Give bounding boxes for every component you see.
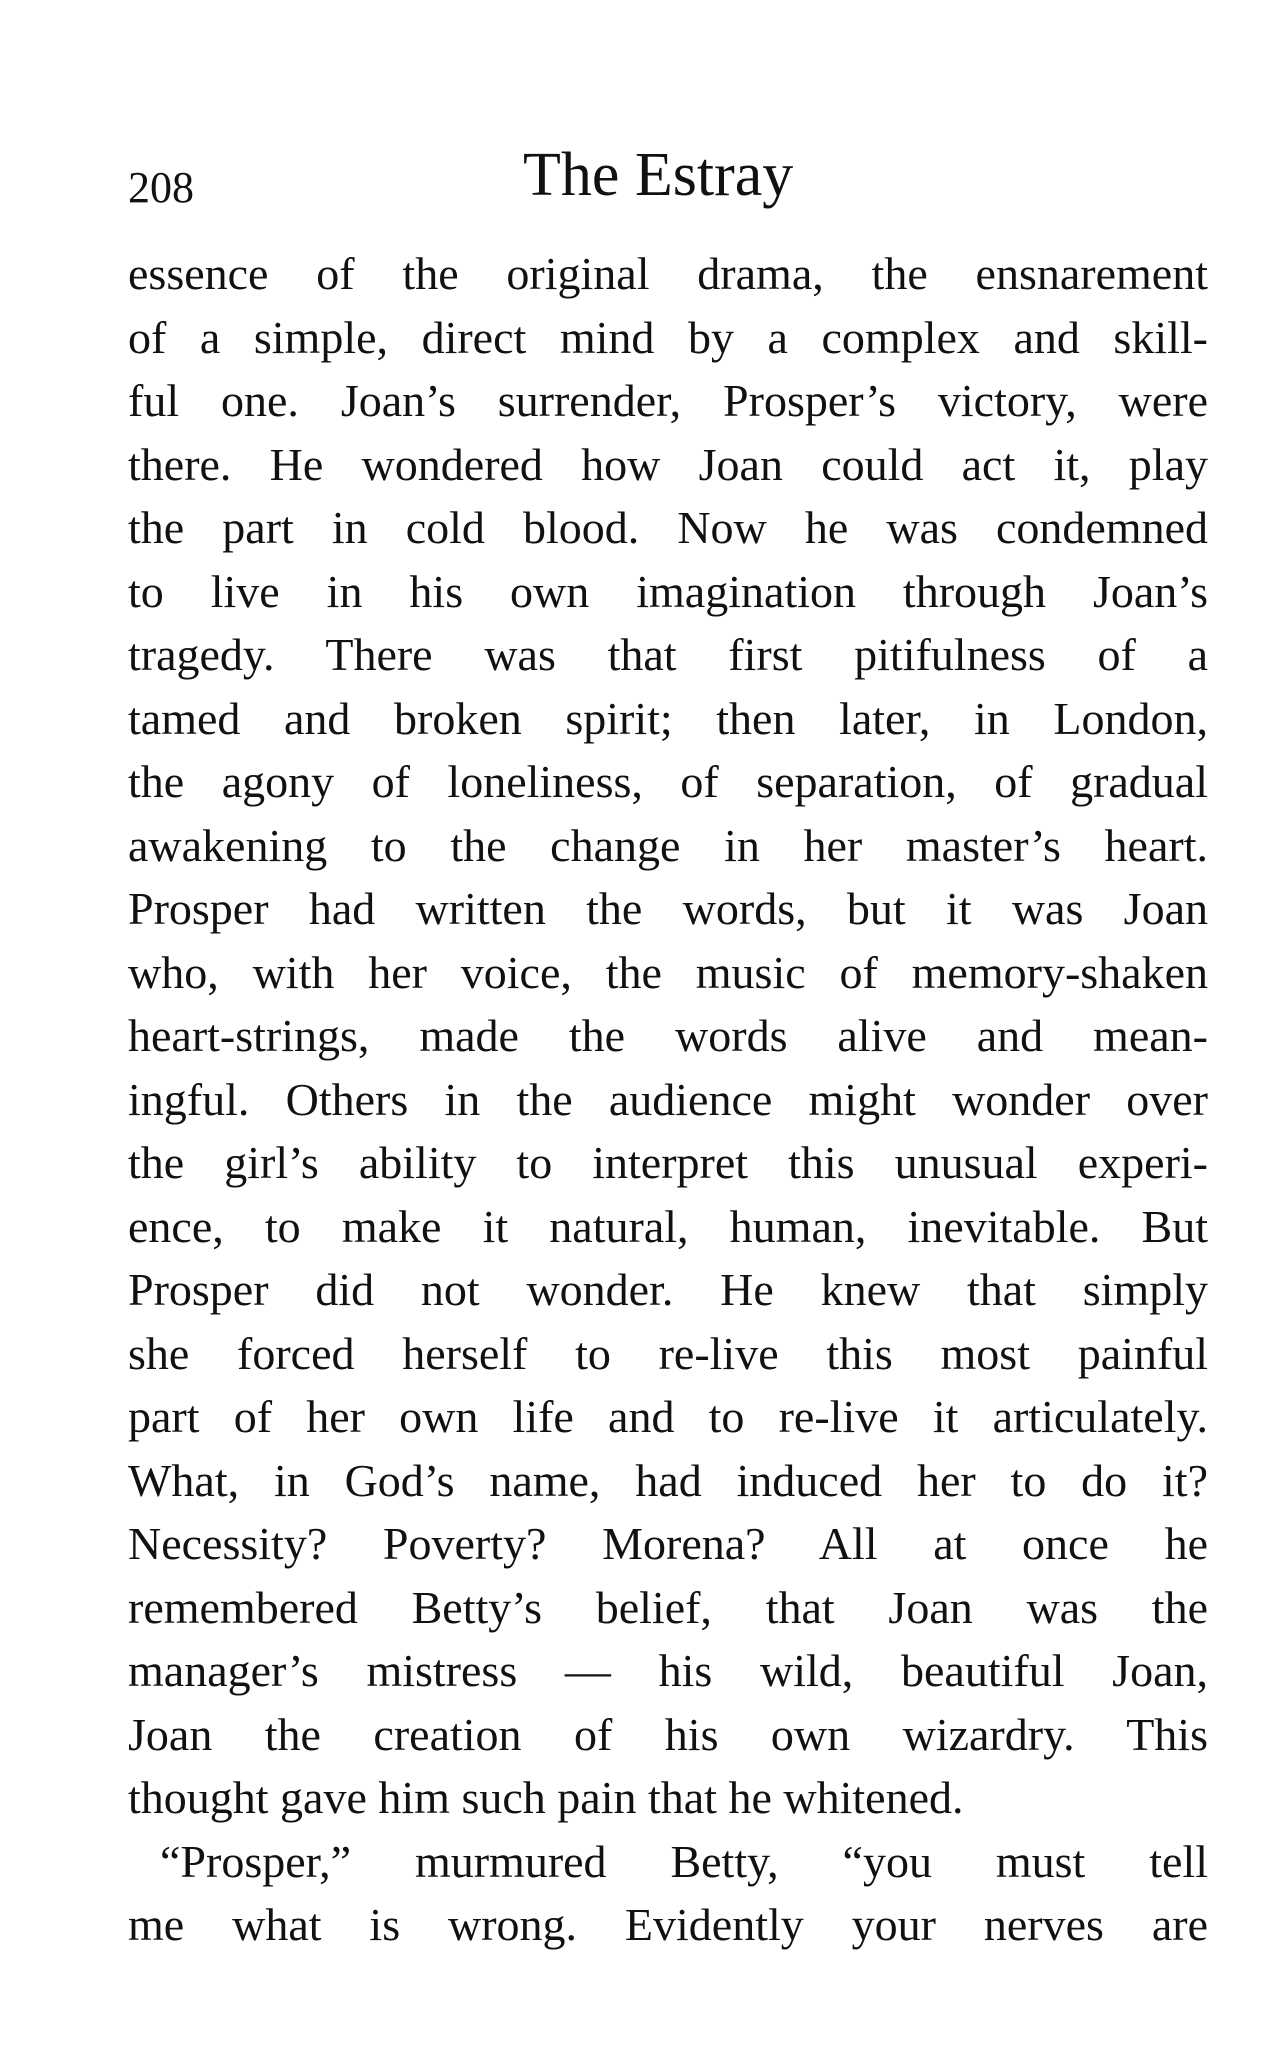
text-line: me what is wrong. Evidently your nerves are: [128, 1899, 1208, 1950]
text-line: the part in cold blood. Now he was condemned: [128, 502, 1208, 553]
text-line: tragedy. There was that first pitifulness of a: [128, 629, 1208, 680]
text-line: awakening to the change in her master’s heart.: [128, 819, 1208, 871]
text-line: Prosper had written the words, but it was Joan: [128, 883, 1208, 934]
text-line: she forced herself to re-live this most painful: [128, 1327, 1208, 1379]
text-line: ful one. Joan’s surrender, Prosper’s victory, were: [128, 375, 1208, 426]
text-line: essence of the original drama, the ensnarement: [128, 248, 1208, 299]
running-title: The Estray: [523, 141, 794, 209]
text-line: the girl’s ability to interpret this unusual experi-: [128, 1137, 1208, 1188]
text-line: manager’s mistress — his wild, beautiful Joan,: [128, 1645, 1208, 1696]
text-line: Prosper did not wonder. He knew that simply: [128, 1264, 1208, 1315]
text-line: ence, to make it natural, human, inevitable. But: [128, 1200, 1208, 1252]
text-line: there. He wondered how Joan could act it, play: [128, 438, 1208, 490]
page-number: 208: [128, 163, 194, 212]
text-line: who, with her voice, the music of memory-shaken: [128, 946, 1208, 998]
body-text: [128, 242, 1208, 1957]
text-line: Joan the creation of his own wizardry. This: [128, 1708, 1208, 1760]
text-line: thought gave him such pain that he whitened.: [128, 1772, 964, 1823]
text-line: remembered Betty’s belief, that Joan was the: [128, 1581, 1208, 1633]
text-line: “Prosper,” murmured Betty, “you must tell: [160, 1835, 1208, 1887]
text-line: tamed and broken spirit; then later, in London,: [128, 692, 1208, 744]
text-line: What, in God’s name, had induced her to do it?: [128, 1454, 1208, 1506]
text-line: to live in his own imagination through Joan’s: [128, 565, 1208, 617]
text-line: Necessity? Poverty? Morena? All at once he: [128, 1518, 1208, 1569]
text-line: ingful. Others in the audience might wonder over: [128, 1073, 1208, 1125]
text-line: the agony of loneliness, of separation, of gradual: [128, 756, 1208, 807]
text-line: heart-strings, made the words alive and mean-: [128, 1010, 1208, 1061]
page-header: [128, 140, 1208, 220]
text-line: of a simple, direct mind by a complex and skill-: [128, 311, 1208, 363]
text-line: part of her own life and to re-live it articulately.: [128, 1391, 1208, 1442]
